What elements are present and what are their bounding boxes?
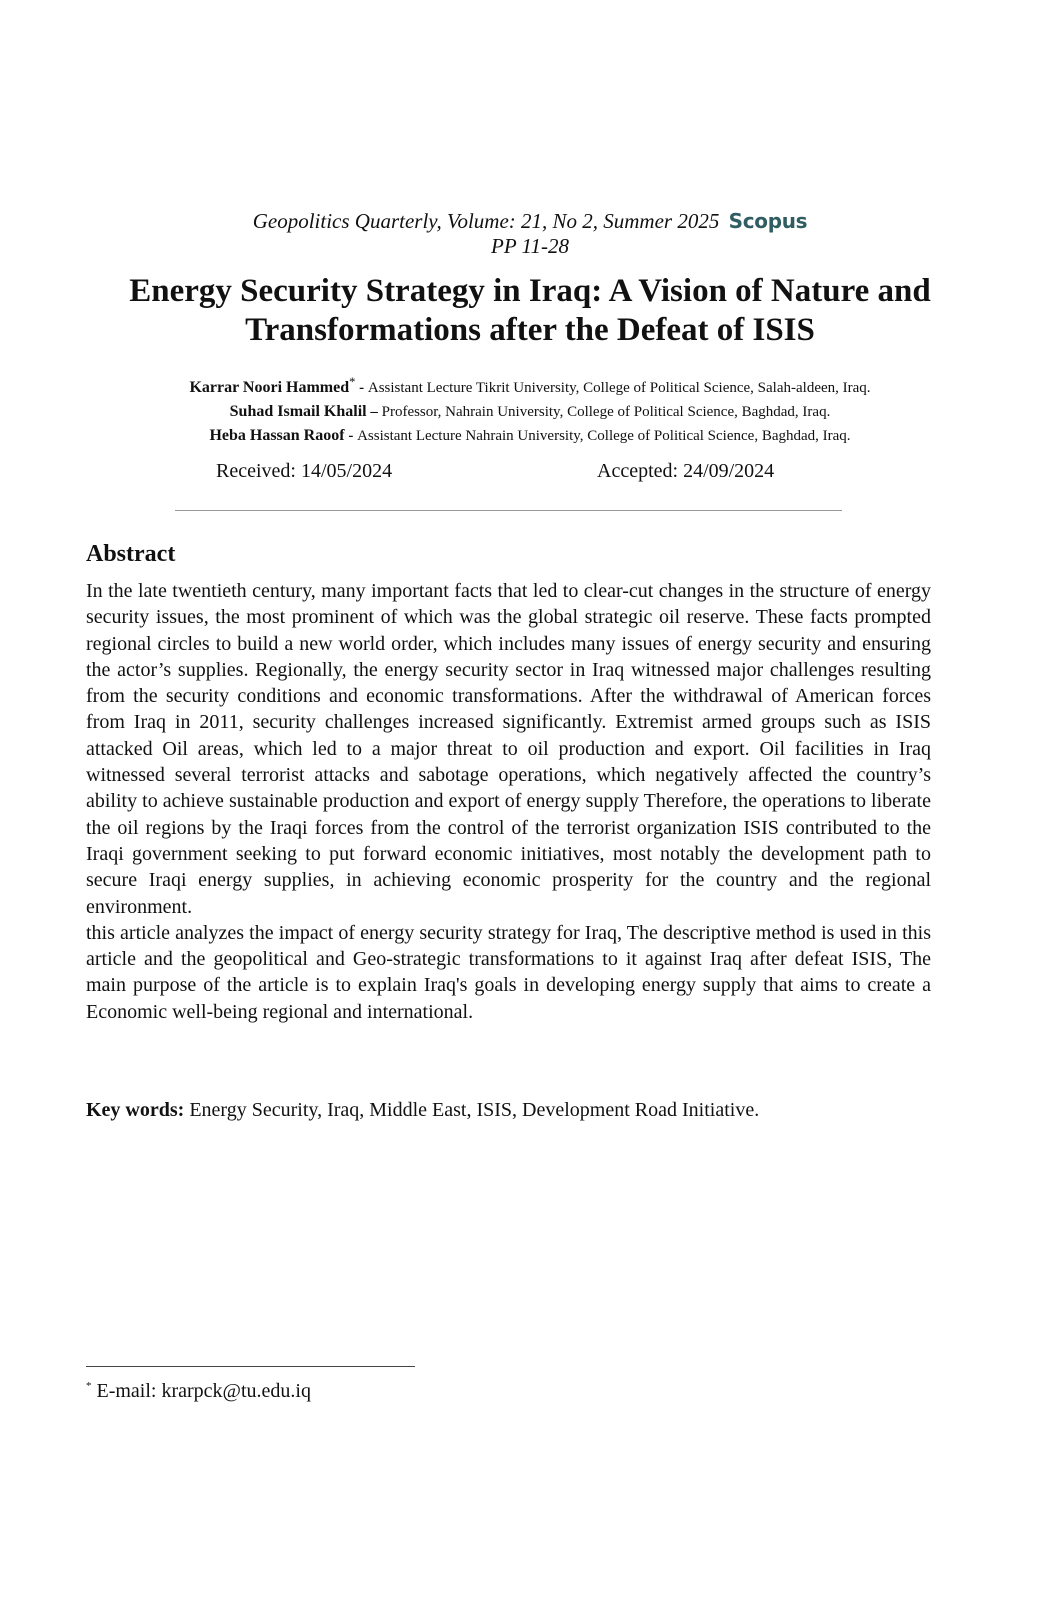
accepted-date: Accepted: 24/09/2024: [597, 460, 775, 482]
received-date: Received: 14/05/2024: [216, 460, 393, 482]
author-affiliation: Assistant Lecture Tikrit University, College of Political Science, Salah-aldeen, Iraq.: [367, 380, 871, 396]
abstract-paragraph: In the late twentieth century, many important facts that led to clear-cut changes in the structure of energy security issues, the most prominent of which was the global strategic oil reserve. These facts prompted regional circles to build a new world order, which includes many issues of energy security and ensuring the actor’s supplies. Regionally, the energy security sector in Iraq witnessed major challenges resulting from the security conditions and economic transformations. After the withdrawal of American forces from Iraq in 2011, security challenges increased significantly. Extremist armed groups such as ISIS attacked Oil areas, which led to a major threat to oil production and export. Oil facilities in Iraq witnessed several terrorist attacks and sabotage operations, which negatively affected the country’s ability to achieve sustainable production and export of energy supply Therefore, the operations to liberate the oil regions by the Iraqi forces from the control of the terrorist organization ISIS contributed to the Iraqi government seeking to put forward economic initiatives, most notably the development path to secure Iraqi energy supplies, in achieving economic prosperity for the country and the regional environment.: [86, 580, 931, 918]
author-separator: -: [355, 380, 368, 396]
journal-citation: [0, 208, 1060, 234]
title-line-1: Energy Security Strategy in Iraq: A Vision of Nature and: [129, 273, 931, 309]
abstract-heading: Abstract: [86, 541, 176, 567]
footnote: [86, 1380, 311, 1403]
header-divider: [175, 510, 842, 511]
journal-name: Geopolitics Quarterly, Volume: 21, No 2, Summer 2025: [252, 209, 720, 233]
author-entry: [60, 400, 1000, 424]
abstract-body: [86, 578, 931, 1025]
title-line-2: Transformations after the Defeat of ISIS: [245, 312, 815, 348]
author-entry: [60, 424, 1000, 448]
author-separator: –: [366, 404, 382, 420]
corresponding-author-mark: *: [349, 375, 356, 389]
keywords: [86, 1099, 931, 1122]
author-affiliation: Professor, Nahrain University, College of Political Science, Baghdad, Iraq.: [381, 404, 831, 420]
author-name: Suhad Ismail Khalil: [229, 403, 367, 420]
scopus-logo: Scopus: [728, 209, 808, 233]
page-range: PP 11-28: [491, 234, 569, 258]
footnote-divider: [86, 1366, 415, 1367]
author-name: Karrar Noori Hammed: [189, 379, 350, 396]
author-separator: -: [344, 428, 358, 444]
author-list: [60, 370, 1000, 448]
keywords-value: Energy Security, Iraq, Middle East, ISIS, Development Road Initiative.: [184, 1099, 760, 1121]
abstract-paragraph: this article analyzes the impact of energy security strategy for Iraq, The descriptive method is used in this article and the geopolitical and Geo-strategic transformations to it against Iraq after defeat ISIS, The main purpose of the article is to explain Iraq's goals in developing energy supply that aims to create a Economic well-being regional and international.: [86, 921, 931, 1023]
footnote-email: E-mail: krarpck@tu.edu.iq: [91, 1380, 311, 1402]
keywords-label: Key words:: [86, 1099, 185, 1121]
author-entry: [60, 370, 1000, 400]
author-name: Heba Hassan Raoof: [209, 427, 345, 444]
author-affiliation: Assistant Lecture Nahrain University, College of Political Science, Baghdad, Iraq.: [357, 428, 851, 444]
footnote-mark: *: [86, 1380, 92, 1392]
paper-title: [60, 272, 1000, 350]
